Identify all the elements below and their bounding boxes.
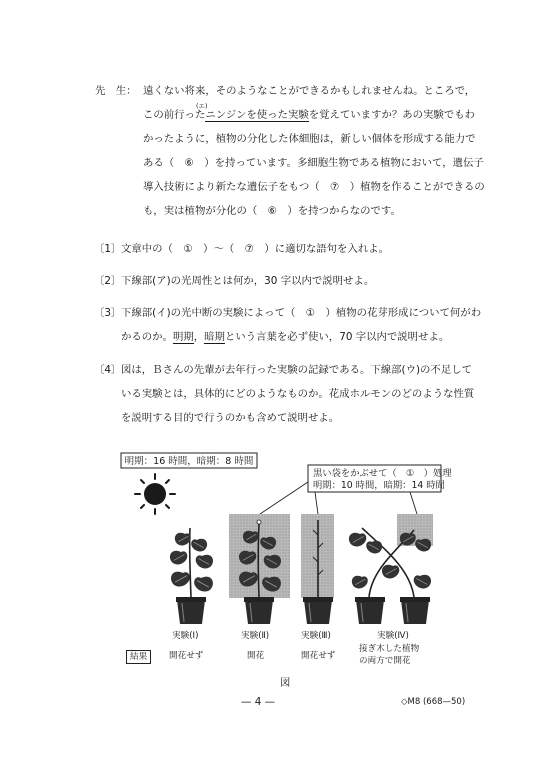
figure-caption: 図 bbox=[280, 677, 291, 689]
speaker-label: 先 生： bbox=[95, 85, 137, 97]
dialogue-line-5: 導入技術により新たな遺伝子をもつ（ ⑦ ）植物を作ることができるの bbox=[143, 181, 485, 193]
exam-code: ◇M8 (668—50) bbox=[401, 697, 466, 707]
label-exp-2: 実験(Ⅱ) bbox=[241, 631, 270, 641]
plant-1 bbox=[170, 528, 213, 624]
bag-condition-line-2: 明期：10 時間，暗期：14 時間 bbox=[313, 480, 445, 491]
keyword-meiki: 明期 bbox=[172, 331, 194, 343]
result-1: 開花せず bbox=[169, 651, 204, 661]
result-2: 開花 bbox=[247, 651, 265, 661]
mark-e: (エ) bbox=[196, 102, 208, 110]
label-exp-4: 実験(Ⅳ) bbox=[377, 631, 409, 641]
q4-number: 〔4〕 bbox=[94, 364, 122, 376]
q3-text-2-start: かるのか。 bbox=[121, 331, 173, 343]
sun-icon bbox=[135, 474, 175, 514]
q4-text-1: 図は，Ｂさんの先輩が去年行った実験の記録である。下線部(ウ)の不足して bbox=[121, 364, 472, 376]
bag-condition-box bbox=[260, 465, 452, 514]
underline-e: ニンジンを使った実験 bbox=[205, 109, 309, 121]
condition-text: 明期：16 時間，暗期：8 時間 bbox=[124, 456, 254, 467]
dialogue-line-6: も，実は植物が分化の（ ⑥ ）を持つからなのです。 bbox=[143, 205, 401, 217]
plant-4-grafted bbox=[349, 528, 431, 624]
page-number: — 4 — bbox=[241, 696, 275, 708]
q2-text: 下線部(ア)の光周性とは何か，30 字以内で説明せよ。 bbox=[121, 275, 375, 287]
result-4-line-2: の両方で開花 bbox=[359, 656, 411, 666]
result-4-line-1: 接ぎ木した植物 bbox=[359, 644, 420, 654]
dialogue-line-2-start: この前行った bbox=[143, 109, 206, 121]
q3-number: 〔3〕 bbox=[94, 307, 122, 319]
dialogue-line-1: 遠くない将来，そのようなことができるかもしれませんね。ところで， bbox=[143, 85, 476, 97]
q4-text-2: いる実験とは，具体的にどのようなものか。花成ホルモンのどのような性質 bbox=[121, 388, 475, 400]
label-exp-3: 実験(Ⅲ) bbox=[301, 631, 331, 641]
q4-text-3: を説明する目的で行うのかも含めて説明せよ。 bbox=[121, 412, 340, 424]
q1-text: 文章中の（ ① ）～（ ⑦ ）に適切な語句を入れよ。 bbox=[121, 243, 390, 255]
q3-text-1: 下線部(イ)の光中断の実験によって（ ① ）植物の花芽形成について何がわ bbox=[121, 307, 482, 319]
q3-text-2-end: という言葉を必ず使い，70 字以内で説明せよ。 bbox=[224, 331, 450, 343]
q1-number: 〔1〕 bbox=[94, 243, 122, 255]
keyword-anki: 暗期 bbox=[204, 331, 225, 343]
result-label: 結果 bbox=[126, 650, 151, 664]
q3-comma: ， bbox=[193, 331, 205, 343]
label-exp-1: 実験(Ⅰ) bbox=[172, 631, 199, 641]
dialogue-line-2-end: を覚えていますか？あの実験でもわ bbox=[308, 109, 475, 121]
dialogue-line-3: かったように，植物の分化した体細胞は，新しい個体を形成する能力で bbox=[143, 133, 476, 145]
dialogue-line-4: ある（ ⑥ ）を持っています。多細胞生物である植物において，遺伝子 bbox=[143, 157, 484, 169]
result-3: 開花せず bbox=[301, 651, 336, 661]
bag-condition-line-1: 黒い袋をかぶせて（ ① ）処理 bbox=[313, 468, 452, 479]
q2-number: 〔2〕 bbox=[94, 275, 122, 287]
condition-box bbox=[121, 453, 257, 468]
